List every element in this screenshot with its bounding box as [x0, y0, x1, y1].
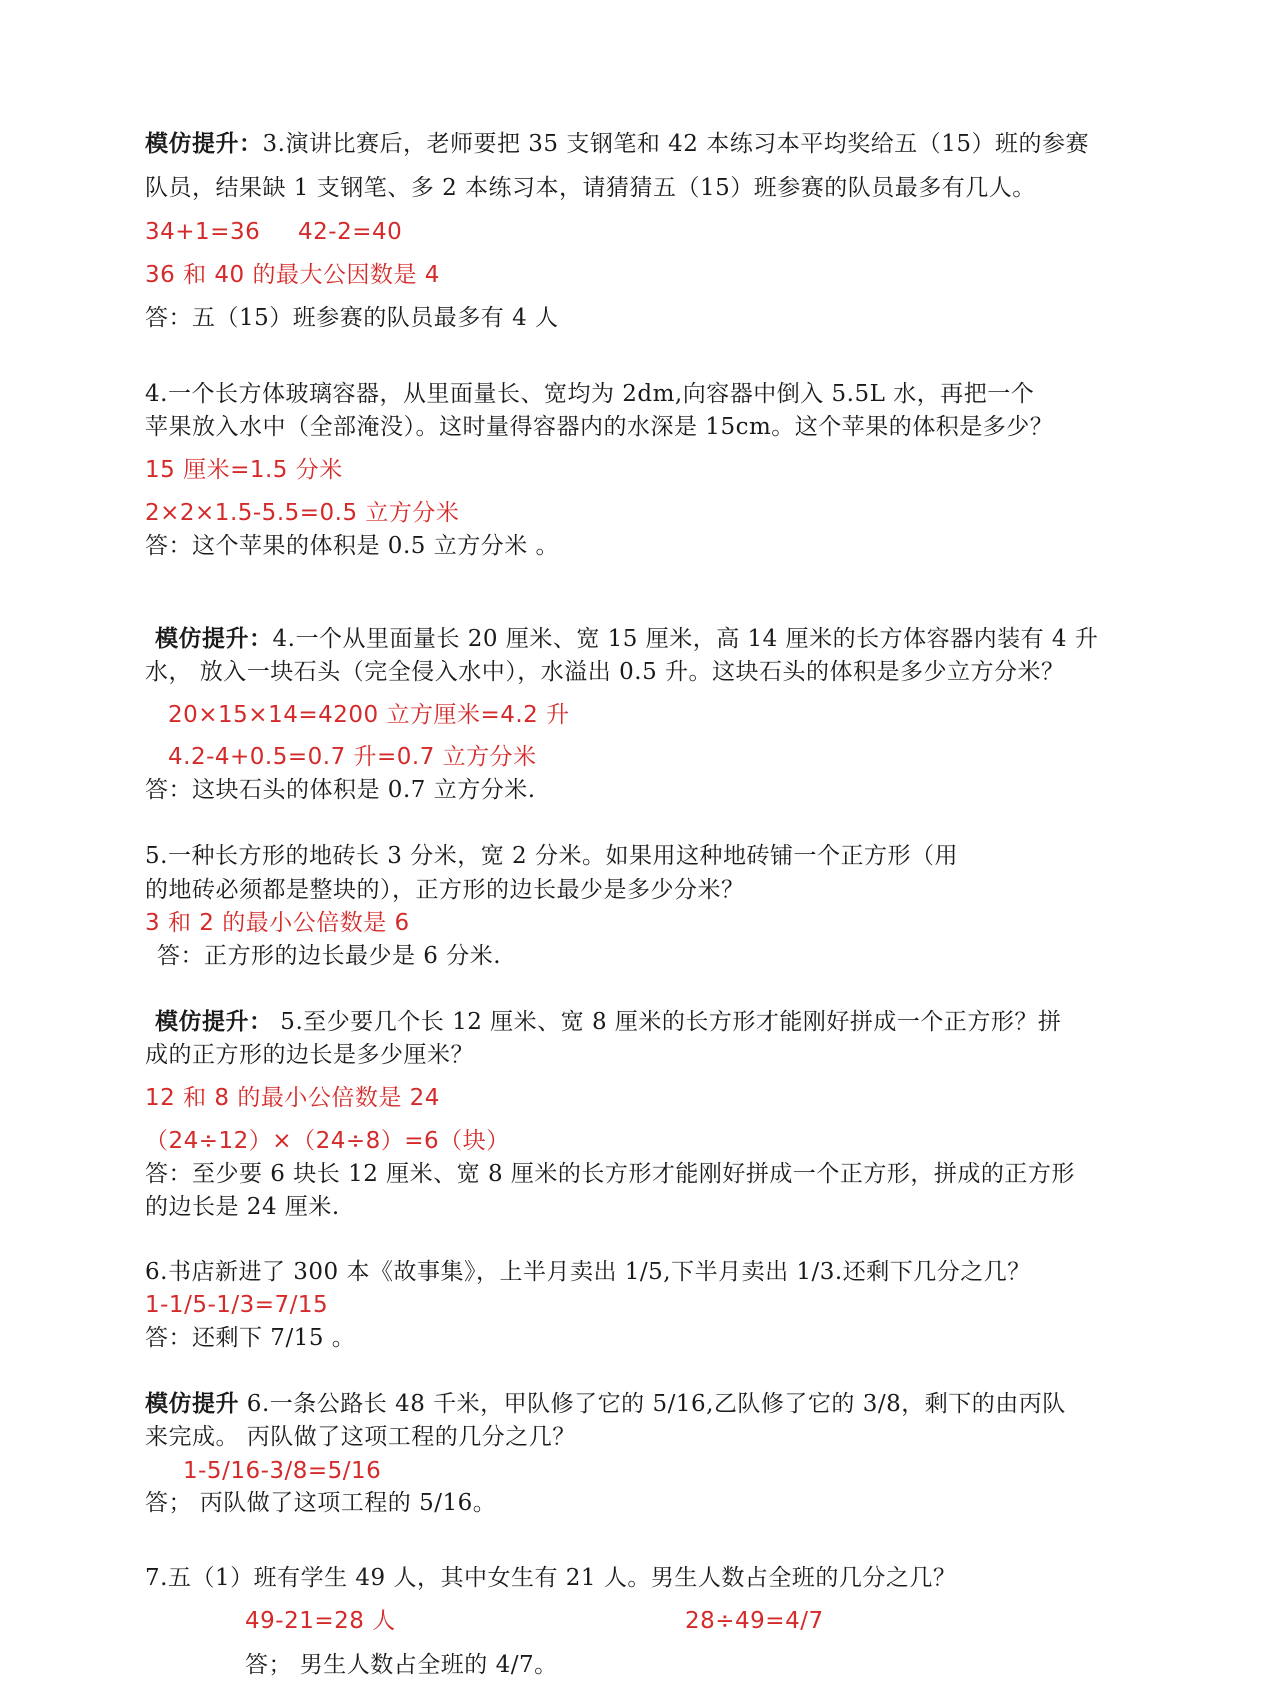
work-line: 28÷49=4/7 [685, 1608, 824, 1634]
problem-label: 模仿提升： [145, 130, 263, 157]
work-line: 34+1=36 [145, 219, 261, 245]
work-line: 12 和 8 的最小公倍数是 24 [145, 1085, 440, 1111]
problem-6-line-1: 6.书店新进了 300 本《故事集》，上半月卖出 1/5,下半月卖出 1/3.还剩下几分之几？ [145, 1259, 1031, 1285]
problem-5b-line-1: 模仿提升： 5.至少要几个长 12 厘米、宽 8 厘米的长方形才能刚好拼成一个正方形？拼 [155, 1008, 1062, 1035]
answer-line: 答：正方形的边长最少是 6 分米. [157, 943, 502, 969]
work-line: 36 和 40 的最大公因数是 4 [145, 262, 440, 288]
problem-5-line-1: 5.一种长方形的地砖长 3 分米，宽 2 分米。如果用这种地砖铺一个正方形（用 [145, 843, 958, 869]
problem-6b-line-1: 模仿提升 6.一条公路长 48 千米，甲队修了它的 5/16,乙队修了它的 3/8，剩下的由丙队 [145, 1390, 1066, 1417]
answer-line: 答； 丙队做了这项工程的 5/16。 [145, 1490, 497, 1516]
answer-line-2: 的边长是 24 厘米. [145, 1194, 340, 1220]
answer-line: 答； 男生人数占全班的 4/7。 [245, 1652, 558, 1678]
problem-label: 模仿提升 [145, 1390, 239, 1417]
answer-line: 答：还剩下 7/15 。 [145, 1325, 356, 1351]
problem-label: 模仿提升： [155, 1008, 273, 1035]
work-line: 1-1/5-1/3=7/15 [145, 1292, 329, 1318]
work-line: （24÷12）×（24÷8）=6（块） [145, 1128, 510, 1154]
answer-line: 答：至少要 6 块长 12 厘米、宽 8 厘米的长方形才能刚好拼成一个正方形，拼成的正方形 [145, 1161, 1075, 1187]
problem-6b-line-2: 来完成。 丙队做了这项工程的几分之几？ [145, 1424, 576, 1450]
answer-line: 答：五（15）班参赛的队员最多有 4 人 [145, 305, 559, 331]
problem-7-line-1: 7.五（1）班有学生 49 人，其中女生有 21 人。男生人数占全班的几分之几？ [145, 1565, 957, 1591]
problem-4b-line-1: 模仿提升：4.一个从里面量长 20 厘米、宽 15 厘米，高 14 厘米的长方体容器内装有 4 升 [155, 625, 1099, 652]
problem-3b-line-2: 队员，结果缺 1 支钢笔、多 2 本练习本，请猜猜五（15）班参赛的队员最多有几人。 [145, 175, 1036, 201]
work-line: 20×15×14=4200 立方厘米=4.2 升 [168, 702, 570, 728]
problem-3b-line-1: 模仿提升：3.演讲比赛后，老师要把 35 支钢笔和 42 本练习本平均奖给五（15）班的参赛 [145, 130, 1089, 157]
problem-4-line-2: 苹果放入水中（全部淹没）。这时量得容器内的水深是 15cm。这个苹果的体积是多少？ [145, 414, 1054, 440]
answer-line: 答：这块石头的体积是 0.7 立方分米. [145, 777, 536, 803]
problem-5-line-2: 的地砖必须都是整块的），正方形的边长最少是多少分米？ [145, 877, 745, 903]
problem-4-line-1: 4.一个长方体玻璃容器，从里面量长、宽均为 2dm,向容器中倒入 5.5L 水，再把一个 [145, 381, 1035, 407]
work-line: 15 厘米=1.5 分米 [145, 457, 343, 483]
work-line: 2×2×1.5-5.5=0.5 立方分米 [145, 500, 460, 526]
problem-4b-line-2: 水， 放入一块石头（完全侵入水中），水溢出 0.5 升。这块石头的体积是多少立方分米？ [145, 659, 1065, 685]
work-line: 49-21=28 人 [245, 1608, 396, 1634]
work-line: 1-5/16-3/8=5/16 [183, 1458, 382, 1484]
problem-label: 模仿提升： [155, 625, 273, 652]
work-line: 4.2-4+0.5=0.7 升=0.7 立方分米 [168, 744, 537, 770]
problem-5b-line-2: 成的正方形的边长是多少厘米？ [145, 1042, 474, 1068]
answer-line: 答：这个苹果的体积是 0.5 立方分米 。 [145, 533, 560, 559]
work-line: 42-2=40 [298, 219, 403, 245]
work-line: 3 和 2 的最小公倍数是 6 [145, 910, 410, 936]
